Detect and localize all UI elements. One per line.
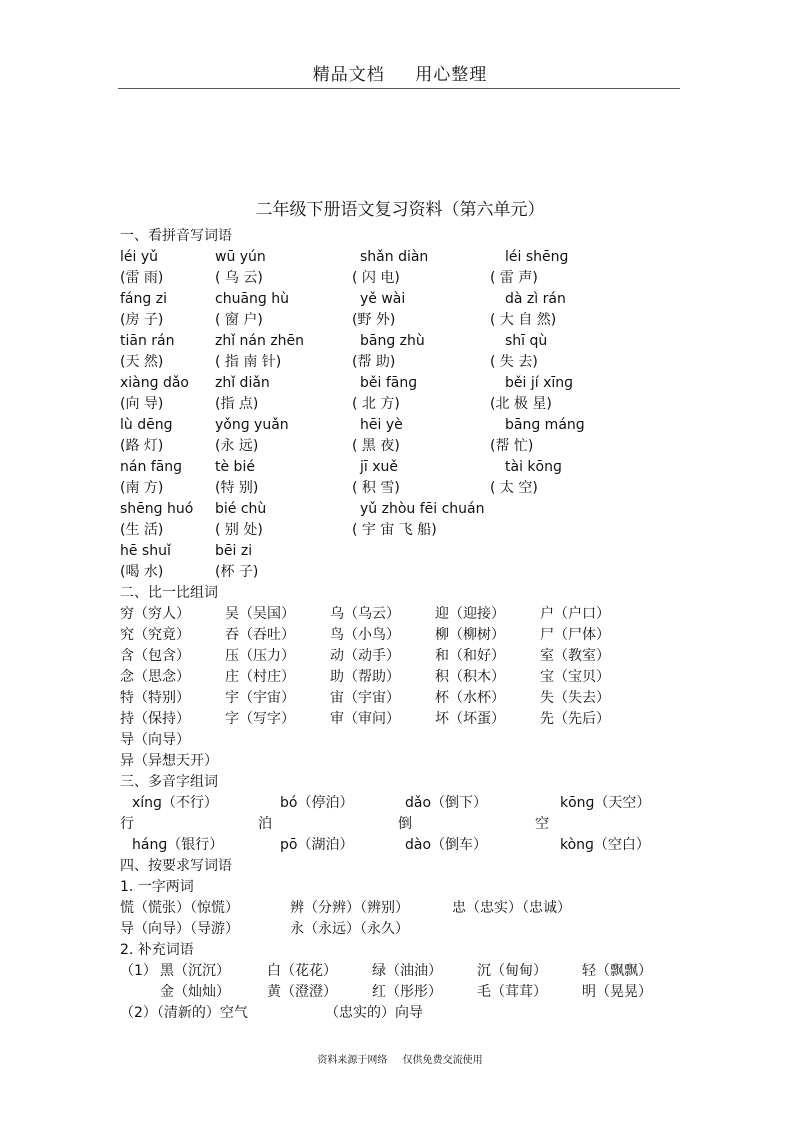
compare-word: 和（和好） bbox=[435, 648, 505, 664]
pinyin-cell: yǔ zhòu fēi chuán bbox=[360, 501, 485, 517]
pinyin-cell: bānɡ mánɡ bbox=[505, 417, 585, 433]
pinyin-cell: tài kōnɡ bbox=[505, 459, 562, 475]
answer-cell: (北 极 星) bbox=[490, 396, 552, 412]
fill-word: 金（灿灿） bbox=[160, 984, 230, 1000]
polyphone-reading: xínɡ（不行） bbox=[132, 795, 218, 811]
pinyin-cell: hē shuǐ bbox=[120, 543, 171, 559]
compare-word: 坏（坏蛋） bbox=[435, 711, 505, 727]
compare-word: 迎（迎接） bbox=[435, 606, 505, 622]
sub2-label: （1） bbox=[120, 963, 157, 979]
polyphone-char: 倒 bbox=[398, 816, 412, 832]
sec2-extra-2: 异（异想天开） bbox=[120, 753, 218, 769]
pinyin-cell: dà zì rán bbox=[505, 291, 566, 307]
header-right: 用心整理 bbox=[415, 65, 488, 85]
compare-word: 字（写字） bbox=[225, 711, 295, 727]
answer-cell: ( 大 自 然) bbox=[490, 312, 557, 328]
answer-cell: ( 北 方) bbox=[352, 396, 400, 412]
pinyin-cell: nán fānɡ bbox=[120, 459, 183, 475]
answer-cell: (喝 水) bbox=[120, 564, 164, 580]
pinyin-cell: běi jí xīnɡ bbox=[505, 375, 574, 391]
compare-word: 失（失去） bbox=[540, 690, 610, 706]
pinyin-cell: hēi yè bbox=[360, 417, 403, 433]
fill-word: 毛（茸茸） bbox=[477, 984, 547, 1000]
compare-word: 助（帮助） bbox=[330, 669, 400, 685]
answer-cell: ( 失 去) bbox=[490, 354, 538, 370]
pinyin-cell: shǎn diàn bbox=[360, 249, 429, 265]
compare-word: 杯（水杯） bbox=[435, 690, 505, 706]
fill-word: 黄（澄澄） bbox=[267, 984, 337, 1000]
section-2-heading: 二、比一比组词 bbox=[120, 585, 218, 601]
one-char-words: 永（永远）（永久） bbox=[290, 921, 409, 937]
answer-cell: ( 别 处) bbox=[215, 522, 263, 538]
answer-cell: (特 别) bbox=[215, 480, 259, 496]
sec2-extra-1: 导（向导） bbox=[120, 732, 190, 748]
compare-word: 户（户口） bbox=[540, 606, 610, 622]
pinyin-cell: zhǐ nán zhēn bbox=[215, 333, 305, 349]
pinyin-cell: shēnɡ huó bbox=[120, 501, 194, 517]
pinyin-cell: léi yǔ bbox=[120, 249, 159, 265]
pinyin-cell: yǒnɡ yuǎn bbox=[215, 417, 289, 433]
sub2-2-right: （忠实的）向导 bbox=[325, 1005, 423, 1021]
pinyin-cell: xiànɡ dǎo bbox=[120, 375, 189, 391]
pinyin-cell: yě wài bbox=[360, 291, 406, 307]
answer-cell: (房 子) bbox=[120, 312, 164, 328]
polyphone-reading: kōnɡ（天空） bbox=[560, 795, 651, 811]
header-rule bbox=[118, 88, 680, 89]
polyphone-char: 空 bbox=[535, 816, 549, 832]
compare-word: 持（保持） bbox=[120, 711, 190, 727]
fill-word: 白（花花） bbox=[267, 963, 337, 979]
compare-word: 压（压力） bbox=[225, 648, 295, 664]
compare-word: 宙（宇宙） bbox=[330, 690, 400, 706]
compare-word: 吴（吴国） bbox=[225, 606, 295, 622]
pinyin-cell: bēi zi bbox=[215, 543, 253, 559]
answer-cell: (生 活) bbox=[120, 522, 164, 538]
fill-word: 沉（甸甸） bbox=[477, 963, 547, 979]
fill-word: 轻（飘飘） bbox=[582, 963, 652, 979]
pinyin-cell: shī qù bbox=[505, 333, 548, 349]
polyphone-char: 行 bbox=[120, 816, 134, 832]
pinyin-cell: tiān rán bbox=[120, 333, 175, 349]
polyphone-reading: bó（停泊） bbox=[280, 795, 354, 811]
sub2-2-left: （2）（清新的）空气 bbox=[120, 1005, 248, 1021]
compare-word: 念（思念） bbox=[120, 669, 190, 685]
compare-word: 庄（村庄） bbox=[225, 669, 295, 685]
one-char-words: 辨（分辨）（辨别） bbox=[290, 900, 409, 916]
footer-right: 仅供免费交流使用 bbox=[402, 1055, 483, 1066]
page-header bbox=[0, 60, 800, 85]
pinyin-cell: jī xuě bbox=[360, 459, 399, 475]
answer-cell: (指 点) bbox=[215, 396, 259, 412]
pinyin-cell: chuānɡ hù bbox=[215, 291, 289, 307]
pinyin-cell: běi fānɡ bbox=[360, 375, 418, 391]
answer-cell: (南 方) bbox=[120, 480, 164, 496]
answer-cell: ( 窗 户) bbox=[215, 312, 263, 328]
answer-cell: (野 外) bbox=[352, 312, 396, 328]
page-footer bbox=[0, 1051, 800, 1066]
polyphone-reading: dào（倒车） bbox=[405, 837, 488, 853]
pinyin-cell: bānɡ zhù bbox=[360, 333, 425, 349]
compare-word: 究（究竟） bbox=[120, 627, 190, 643]
one-char-words: 忠（忠实）（忠诚） bbox=[452, 900, 571, 916]
compare-word: 积（积木） bbox=[435, 669, 505, 685]
section-1-heading: 一、看拼音写词语 bbox=[120, 228, 232, 244]
one-char-words: 慌（慌张）（惊慌） bbox=[120, 900, 239, 916]
fill-word: 红（彤彤） bbox=[372, 984, 442, 1000]
answer-cell: (帮 助) bbox=[352, 354, 396, 370]
answer-cell: (帮 忙) bbox=[490, 438, 534, 454]
compare-word: 柳（柳树） bbox=[435, 627, 505, 643]
answer-cell: ( 太 空) bbox=[490, 480, 538, 496]
pinyin-cell: lù dēnɡ bbox=[120, 417, 173, 433]
compare-word: 鸟（小鸟） bbox=[330, 627, 400, 643]
answer-cell: (天 然) bbox=[120, 354, 164, 370]
polyphone-reading: hánɡ（银行） bbox=[132, 837, 224, 853]
compare-word: 尸（尸体） bbox=[540, 627, 610, 643]
section-3-heading: 三、多音字组词 bbox=[120, 774, 218, 790]
compare-word: 动（动手） bbox=[330, 648, 400, 664]
compare-word: 吞（吞吐） bbox=[225, 627, 295, 643]
section-4-heading: 四、按要求写词语 bbox=[120, 858, 232, 874]
pinyin-cell: fánɡ zi bbox=[120, 291, 167, 307]
pinyin-cell: léi shēnɡ bbox=[505, 249, 569, 265]
polyphone-reading: kònɡ（空白） bbox=[560, 837, 650, 853]
answer-cell: ( 闪 电) bbox=[352, 270, 400, 286]
document-title: 二年级下册语文复习资料（第六单元） bbox=[255, 200, 545, 220]
answer-cell: ( 指 南 针) bbox=[215, 354, 282, 370]
footer-left: 资料来源于网络 bbox=[317, 1055, 388, 1066]
pinyin-cell: tè bié bbox=[215, 459, 255, 475]
fill-word: 黑（沉沉） bbox=[160, 963, 230, 979]
answer-cell: ( 黑 夜) bbox=[352, 438, 400, 454]
compare-word: 室（教室） bbox=[540, 648, 610, 664]
answer-cell: ( 乌 云) bbox=[215, 270, 263, 286]
answer-cell: ( 宇 宙 飞 船) bbox=[352, 522, 437, 538]
answer-cell: (路 灯) bbox=[120, 438, 164, 454]
polyphone-char: 泊 bbox=[258, 816, 272, 832]
answer-cell: (杯 子) bbox=[215, 564, 259, 580]
answer-cell: (雷 雨) bbox=[120, 270, 164, 286]
answer-cell: (永 远) bbox=[215, 438, 259, 454]
compare-word: 宇（宇宙） bbox=[225, 690, 295, 706]
pinyin-cell: zhǐ diǎn bbox=[215, 375, 270, 391]
pinyin-cell: bié chù bbox=[215, 501, 267, 517]
header-left: 精品文档 bbox=[312, 65, 385, 85]
answer-cell: ( 雷 声) bbox=[490, 270, 538, 286]
fill-word: 绿（油油） bbox=[372, 963, 442, 979]
compare-word: 含（包含） bbox=[120, 648, 190, 664]
compare-word: 乌（乌云） bbox=[330, 606, 400, 622]
polyphone-reading: dǎo（倒下） bbox=[405, 795, 488, 811]
polyphone-reading: pō（湖泊） bbox=[280, 837, 354, 853]
answer-cell: ( 积 雪) bbox=[352, 480, 400, 496]
answer-cell: (向 导) bbox=[120, 396, 164, 412]
sub-heading-2: 2. 补充词语 bbox=[120, 942, 194, 958]
compare-word: 特（特别） bbox=[120, 690, 190, 706]
fill-word: 明（晃晃） bbox=[582, 984, 652, 1000]
compare-word: 审（审问） bbox=[330, 711, 400, 727]
sub-heading-1: 1. 一字两词 bbox=[120, 879, 194, 895]
compare-word: 穷（穷人） bbox=[120, 606, 190, 622]
pinyin-cell: wū yún bbox=[215, 249, 266, 265]
compare-word: 宝（宝贝） bbox=[540, 669, 610, 685]
compare-word: 先（先后） bbox=[540, 711, 610, 727]
one-char-words: 导（向导）（导游） bbox=[120, 921, 239, 937]
